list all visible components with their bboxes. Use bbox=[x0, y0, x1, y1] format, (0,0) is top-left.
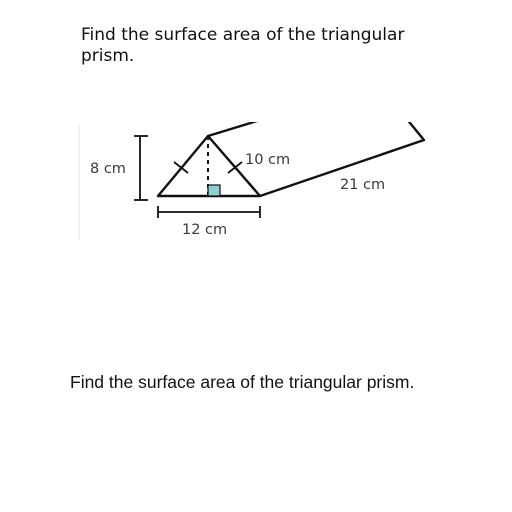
prism-figure bbox=[78, 122, 450, 250]
question-text-bottom: Find the surface area of the triangular prism. bbox=[70, 372, 415, 392]
label-length: 21 cm bbox=[340, 177, 386, 193]
label-height: 8 cm bbox=[90, 161, 126, 177]
label-base: 12 cm bbox=[182, 222, 228, 238]
right-angle-marker bbox=[208, 185, 220, 196]
prism-top-edge bbox=[208, 122, 424, 196]
question-text-top: Find the surface area of the triangular prism. bbox=[81, 25, 405, 66]
label-slant-side: 10 cm bbox=[245, 152, 291, 168]
